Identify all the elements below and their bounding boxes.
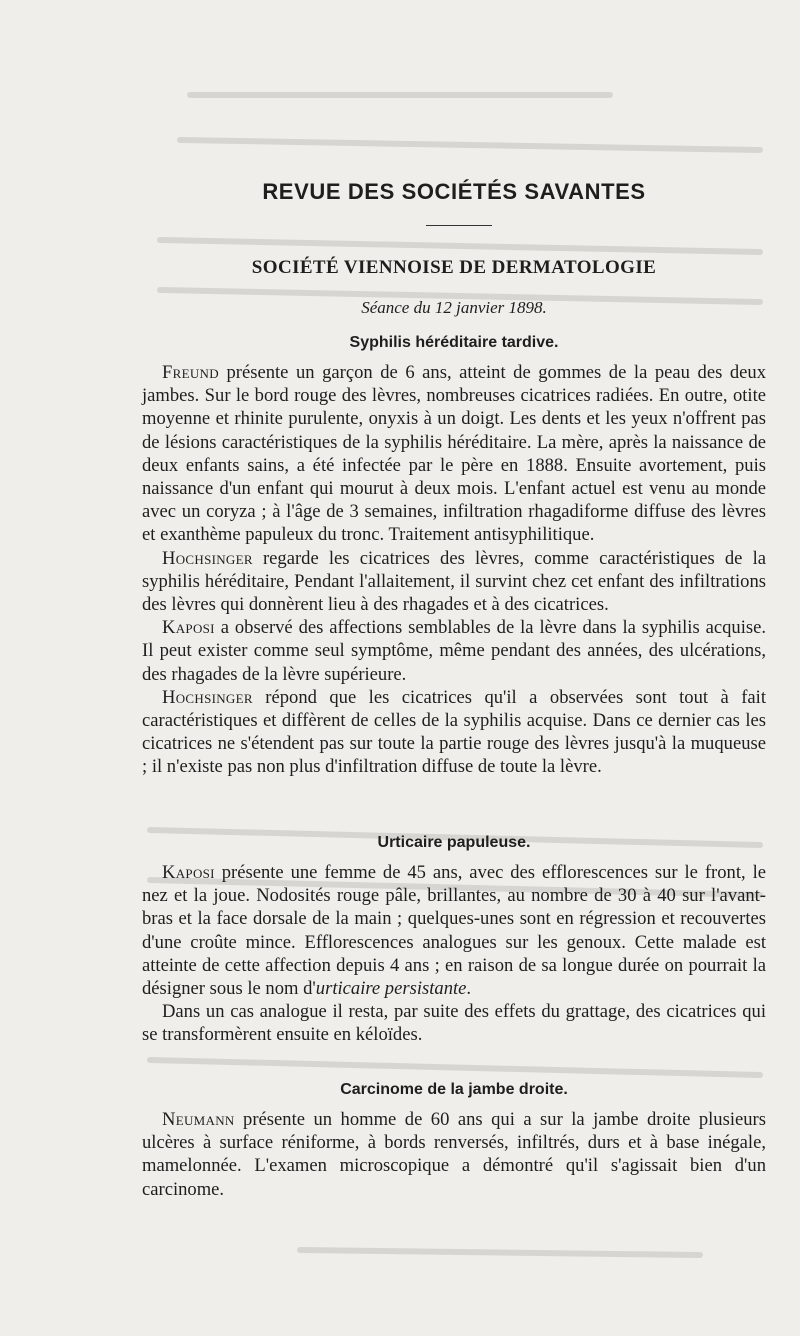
section-syphilis xyxy=(142,333,766,779)
paragraph-text: présente un garçon de 6 ans, atteint de gommes de la peau des deux jambes. Sur le bord rouge des lèvres, nombreuses cicatrices radiées. En outre, otite moyenne et rhinite purulente, onyxis à un doigt. Les dents et les yeux n'offrent pas de lésions caractéristiques de la syphilis héréditaire. La mère, après la naissance de deux enfants sains, a été infectée par le père en 1888. Ensuite avortement, puis naissance d'un enfant qui mourut à deux mois. L'enfant actuel est venu au monde avec un coryza ; à l'âge de 3 semaines, infiltration rhagadiforme diffuse des lèvres et exanthème papuleux du tronc. Traitement antisyphilitique. xyxy=(142,362,766,546)
paragraph-text: regarde les cicatrices des lèvres, comme caractéristiques de la syphilis héréditaire, Pendant l'allaitement, il survint chez cet enfant des infiltrations des lèvres qui donnèrent lieu à des rhagades et à des cicatrices. xyxy=(142,547,766,616)
author-name: Kaposi xyxy=(162,617,215,639)
paragraph-text: répond que les cicatrices qu'il a observées sont tout à fait caractéristiques et diffèrent de celles de la syphilis acquise. Dans ce dernier cas les cicatrices ne s'étendent pas sur toute la partie rouge des lèvres jusqu'à la muqueuse ; il n'existe pas non plus d'infiltration diffuse de toute la lèvre. xyxy=(142,686,766,778)
paragraph xyxy=(142,616,766,686)
author-name: Hochsinger xyxy=(162,547,253,569)
seance-date: Séance du 12 janvier 1898. xyxy=(361,298,547,317)
paragraph xyxy=(142,547,766,617)
paragraph xyxy=(142,361,766,547)
section-urticaire xyxy=(142,833,766,1047)
paragraph xyxy=(142,1000,766,1046)
paragraph xyxy=(142,686,766,779)
paragraph-text: Dans un cas analogue il resta, par suite des effets du grattage, des cicatrices qui se transformèrent ensuite en kéloïdes. xyxy=(142,1001,766,1046)
section-title: Syphilis héréditaire tardive. xyxy=(349,334,559,351)
author-name: Kaposi xyxy=(162,862,215,883)
title-rule xyxy=(426,225,492,226)
society-heading: SOCIÉTÉ VIENNOISE DE DERMATOLOGIE xyxy=(251,257,657,278)
paragraph-text: présente un homme de 60 ans qui a sur la jambe droite plusieurs ulcères à surface réniforme, à bords renversés, infiltrés, durs et à base inégale, mamelonnée. L'examen microscopique a démontré qu'il s'agissait bien d'un carcinome. xyxy=(142,1109,766,1200)
bleed-line xyxy=(150,1060,760,1075)
author-name: Freund xyxy=(162,362,219,383)
paragraph xyxy=(142,861,766,1000)
section-title: Carcinome de la jambe droite. xyxy=(340,1081,568,1098)
author-name: Hochsinger xyxy=(162,686,253,708)
page-title: REVUE DES SOCIÉTÉS SAVANTES xyxy=(262,179,646,204)
bleed-line xyxy=(160,240,760,252)
paragraph-text: présente une femme de 45 ans, avec des efflorescences sur le front, le nez et la joue. Nodosités rouge pâle, brillantes, au nombre de 30 à 40 sur l'avant-bras et la face dorsale de la main ; quelques-unes sont en régression et recouvertes d'une croûte mince. Efflorescences analogues sur les genoux. Cette malade est atteinte de cette affection depuis 4 ans ; en raison de sa longue durée on pourrait la désigner sous le nom d' xyxy=(142,862,766,1000)
paragraph-text: a observé des affections semblables de la lèvre dans la syphilis acquise. Il peut exister comme seul symptôme, même pendant des années, des ulcérations, des rhagades de la lèvre supérieure. xyxy=(142,617,766,685)
author-name: Neumann xyxy=(162,1109,235,1130)
section-title: Urticaire papuleuse. xyxy=(377,834,531,851)
paragraph xyxy=(142,1108,766,1201)
bleed-line xyxy=(300,1250,700,1255)
paragraph-tail: . xyxy=(466,978,472,1000)
italic-term: urticaire persistante xyxy=(315,978,467,1000)
section-carcinome xyxy=(142,1080,766,1201)
bleed-line xyxy=(180,140,760,150)
